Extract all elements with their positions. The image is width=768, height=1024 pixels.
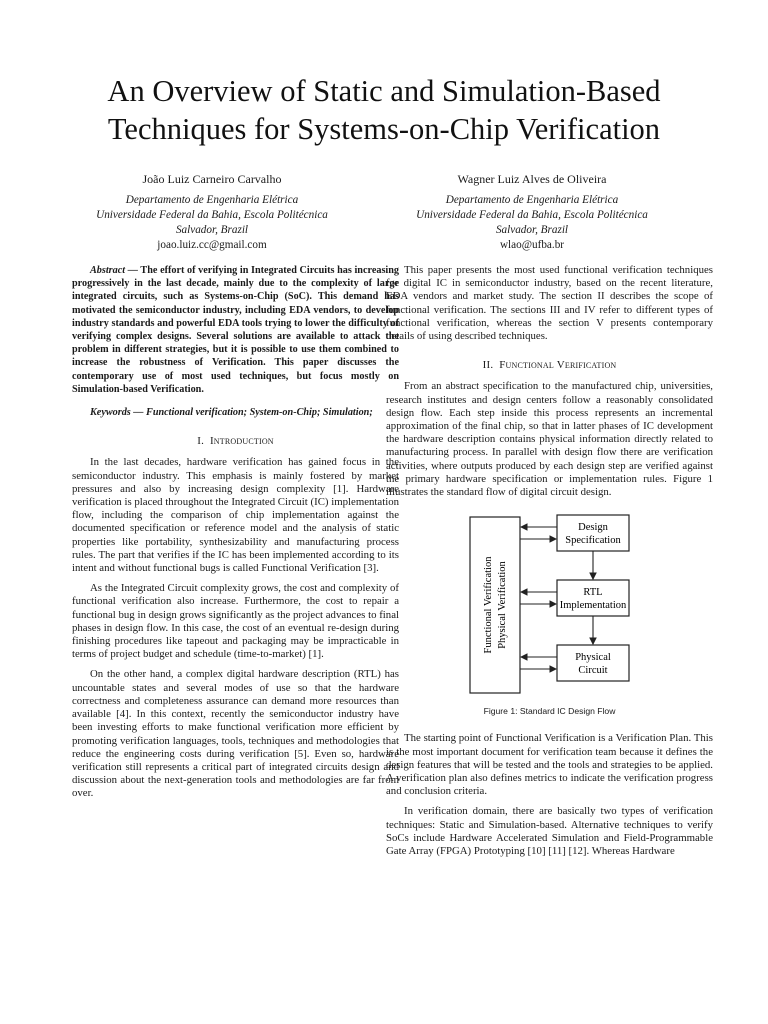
paragraph: This paper presents the most used functional verification techniques for digital IC in semiconductor industry, based on the recent literature, EDA vendors and market study. The section II describes the scope of functional verification. The sections III and IV refer to different types of functional verification, whereas the section V presents contemporary details of using described techniques. (386, 264, 713, 343)
abstract-lead: Abstract — (90, 265, 138, 276)
author-name: Wagner Luiz Alves de Oliveira (457, 172, 607, 186)
keywords: Keywords — Functional verification; System-on-Chip; Simulation; (90, 407, 373, 419)
paragraph: In the last decades, hardware verification has gained focus in the semiconductor industry. This emphasis is mainly fostered by market pressures and also by increasing design complexity [1]. Hardware verification is placed throughout the Integrated Circuit (IC) implementation flow, including the comparison of chip implementation against the documented specification or reference model and the analysis of static properties like portability, synthesizability and manufacturing process rules. The part that verifies if the IC has been implemented according to its intent and without functional bugs is called Functional Verification [3]. (72, 456, 399, 575)
author-email: wlao@ufba.br (499, 239, 565, 251)
author-block-1 (52, 172, 372, 253)
box-label: Implementation (559, 600, 627, 612)
paragraph: In verification domain, there are basically two types of verification techniques: Static and Simulation-based. Alternative techniques to verify SoCs include Hardware Accelerated Simulation and Field-Programmable Gate Array (FPGA) Prototyping [10] [11] [12]. Whereas Hardware (386, 805, 713, 858)
section-number: II. (482, 359, 494, 372)
design-flow-diagram (386, 511, 713, 701)
section-number: I. (197, 435, 205, 448)
section-heading-introduction (72, 435, 399, 448)
box-label: RTL (583, 587, 603, 599)
section-title: Functional Verification (499, 359, 617, 372)
author-department: Departamento de Engenharia Elétrica (125, 194, 299, 206)
section-title: Introduction (209, 435, 274, 448)
paragraph: From an abstract specification to the manufactured chip, universities, research institutes and design centers follow a reasonably consolidated design flow. Each step inside this process represents an incremental approximation of the final chip, so that in latter phases of IC development the hardware description contains physical information directly related to manufacturing process. In parallel with design flow there are verification activities, where outputs produced by each design step are verified against the primary hardware specification or implementation rules. Figure 1 illustrates the standard flow of digital circuit design. (386, 380, 713, 499)
author-department: Departamento de Engenharia Elétrica (445, 194, 619, 206)
author-city: Salvador, Brazil (175, 224, 249, 236)
box-label: Circuit (578, 665, 608, 677)
physical-verification-label: Physical Verification (497, 561, 508, 650)
box-label: Specification (565, 535, 621, 547)
paragraph: On the other hand, a complex digital hardware description (RTL) has uncountable states and several modes of use so that the hardware correctness and completeness assurance can demand more resources than available [4]. In this context, recently the semiconductor industry have been investing efforts to make functional verification more efficient by promoting verification languages, tools, techniques and methodologies that reduce the engineering costs during verification [5]. Even so, hardware verification still represents a critical part of integrated circuits design and discussion about the next-generation tools and methodologies are far from over. (72, 668, 399, 800)
paragraph: As the Integrated Circuit complexity grows, the cost and complexity of functional verification also increase. Furthermore, the cost to repair a functional bug in design grows significantly as the project advances to final phases in design flow. In this case, the cost of an eventual re-design during finishing procedures like tapeout and packaging may be impracticable in terms of project budget and schedule (time-to-market) [1]. (72, 582, 399, 661)
box-label: Design (578, 522, 608, 534)
title-line-1: An Overview of Static and Simulation-Based (107, 74, 661, 108)
author-email: joao.luiz.cc@gmail.com (157, 239, 267, 251)
functional-verification-label: Functional Verification (483, 556, 494, 654)
figure-caption: Figure 1: Standard IC Design Flow (483, 706, 616, 717)
abstract-text: The effort of verifying in Integrated Circuits has increasing progressively in the last decade, mainly due to the complexity of large integrated circuits, such as Systems-on-Chip (SoC). This demand has motivated the semiconductor industry, including EDA vendors, to develop industry standards and powerful EDA tools trying to lower the difficulty of verifying complex designs. Several solutions are available to attack the problem in different strategies, but it is possible to use them combined to increase the robustness of Verification. This paper discusses the contemporary use of most used techniques, but focus mostly on Simulation-based Verification. (72, 265, 399, 395)
author-university: Universidade Federal da Bahia, Escola Politécnica (96, 209, 328, 221)
author-block-2 (372, 172, 692, 253)
author-university: Universidade Federal da Bahia, Escola Politécnica (416, 209, 648, 221)
box-label: Physical (575, 652, 611, 664)
author-name: João Luiz Carneiro Carvalho (142, 172, 282, 186)
verification-box (470, 517, 520, 693)
figure-design-flow (386, 511, 713, 701)
paragraph: The starting point of Functional Verification is a Verification Plan. This is the most important document for verification team because it defines the design features that will be tested and the tools and strategies to be applied. A verification plan also defines metrics to indicate the verification progress and conclusion criteria. (386, 732, 713, 798)
right-column (386, 264, 713, 865)
abstract (72, 264, 399, 396)
paper-title (40, 72, 728, 148)
section-heading-functional-verification (386, 359, 713, 372)
title-line-2: Techniques for Systems-on-Chip Verification (107, 112, 661, 146)
author-city: Salvador, Brazil (495, 224, 569, 236)
left-column (72, 264, 399, 808)
